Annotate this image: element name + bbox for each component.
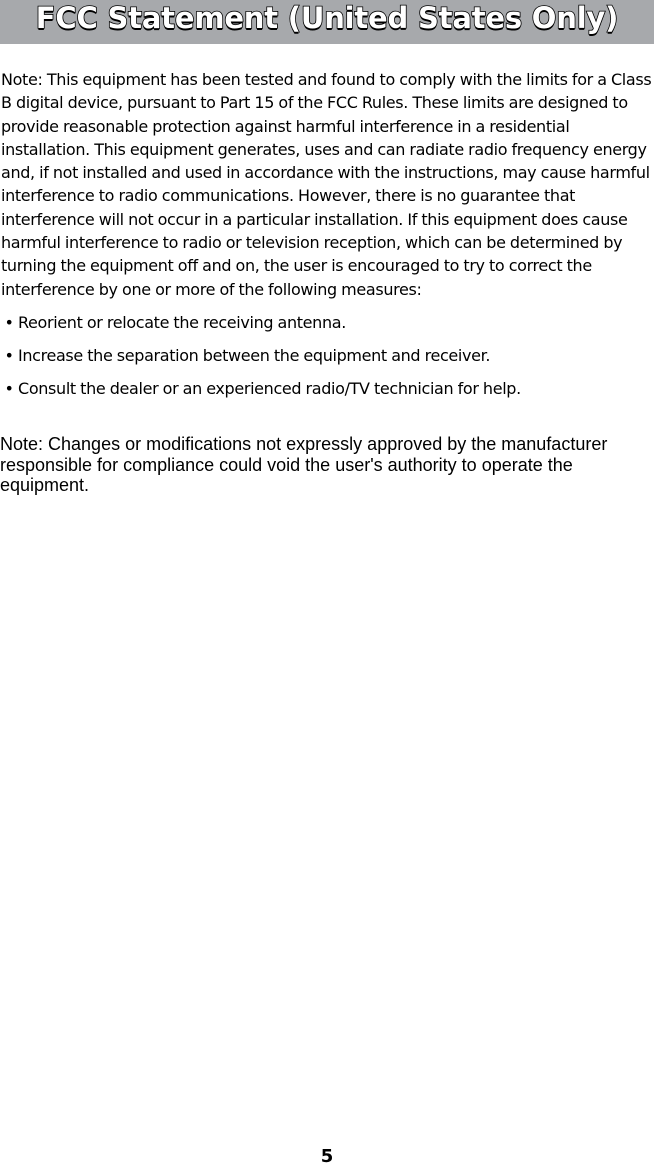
modifications-note: Note: Changes or modifications not expressly approved by the manufacturer responsible for compliance could void the user's authority to operate the equipment. (0, 434, 608, 495)
list-item (0, 344, 654, 367)
list-item (0, 311, 654, 334)
page-title: FCC Statement (United States Only) (35, 1, 619, 35)
measures-list (0, 311, 654, 400)
list-item-text: Consult the dealer or an experienced radio/TV technician for help. (18, 378, 521, 398)
bullet-icon: • (4, 312, 14, 332)
list-item-text: Reorient or relocate the receiving antenna. (18, 312, 346, 332)
page-number: 5 (320, 1146, 334, 1167)
bullet-icon: • (4, 378, 14, 398)
document-body (0, 68, 654, 410)
list-item (0, 377, 654, 400)
header-bar (0, 0, 654, 44)
fcc-paragraph: Note: This equipment has been tested and found to comply with the limits for a Class B digital device, pursuant to Part 15 of the FCC Rules. These limits are designed to provide reasonable protection against harmful interference in a residential installation. This equipment generates, uses and can radiate radio frequency energy and, if not installed and used in accordance with the instructions, may cause harmful interference to radio communications. However, there is no guarantee that interference will not occur in a particular installation. If this equipment does cause harmful interference to radio or television reception, which can be determined by turning the equipment off and on, the user is encouraged to try to correct the interference by one or more of the following measures: (1, 70, 652, 299)
bullet-icon: • (4, 345, 14, 365)
list-item-text: Increase the separation between the equipment and receiver. (18, 345, 491, 365)
